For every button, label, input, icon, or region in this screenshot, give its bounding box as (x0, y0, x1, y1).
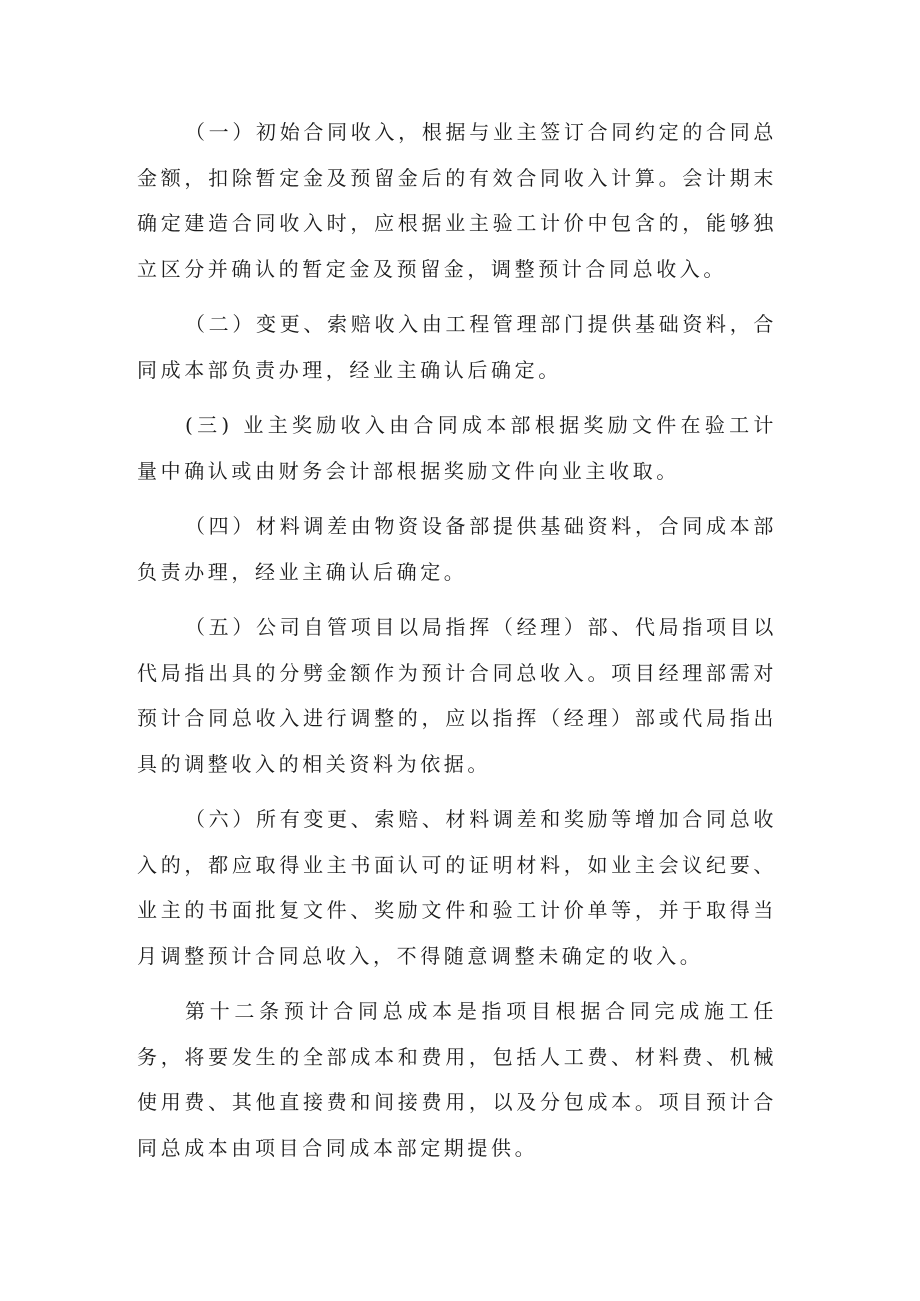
paragraph-proof-materials: （六）所有变更、索赔、材料调差和奖励等增加合同总收入的，都应取得业主书面认可的证明材料，如业主会议纪要、业主的书面批复文件、奖励文件和验工计价单等，并于取得当月调整预计合同总收入，不得随意调整未确定的收入。 (137, 807, 777, 968)
paragraph-owner-reward-revenue: (三) 业主奖励收入由合同成本部根据奖励文件在验工计量中确认或由财务会计部根据奖励文件向业主收取。 (137, 413, 777, 483)
paragraph-initial-contract-revenue: （一）初始合同收入，根据与业主签订合同约定的合同总金额，扣除暂定金及预留金后的有效合同收入计算。会计期末确定建造合同收入时，应根据业主验工计价中包含的，能够独立区分并确认的暂定金及预留金，调整预计合同总收入。 (137, 120, 777, 281)
paragraph-change-claim-revenue: （二）变更、索赔收入由工程管理部门提供基础资料，合同成本部负责办理，经业主确认后确定。 (137, 312, 777, 382)
paragraph-material-price-adjustment: （四）材料调差由物资设备部提供基础资料，合同成本部负责办理，经业主确认后确定。 (137, 514, 777, 584)
paragraph-article-twelve: 第十二条预计合同总成本是指项目根据合同完成施工任务，将要发生的全部成本和费用，包括人工费、材料费、机械使用费、其他直接费和间接费用，以及分包成本。项目预计合同总成本由项目合同成本部定期提供。 (137, 999, 777, 1160)
document-body (137, 110, 777, 1171)
paragraph-self-managed-projects: （五）公司自管项目以局指挥（经理）部、代局指项目以代局指出具的分劈金额作为预计合同总收入。项目经理部需对预计合同总收入进行调整的，应以指挥（经理）部或代局指出具的调整收入的相关资料为依据。 (137, 615, 777, 776)
